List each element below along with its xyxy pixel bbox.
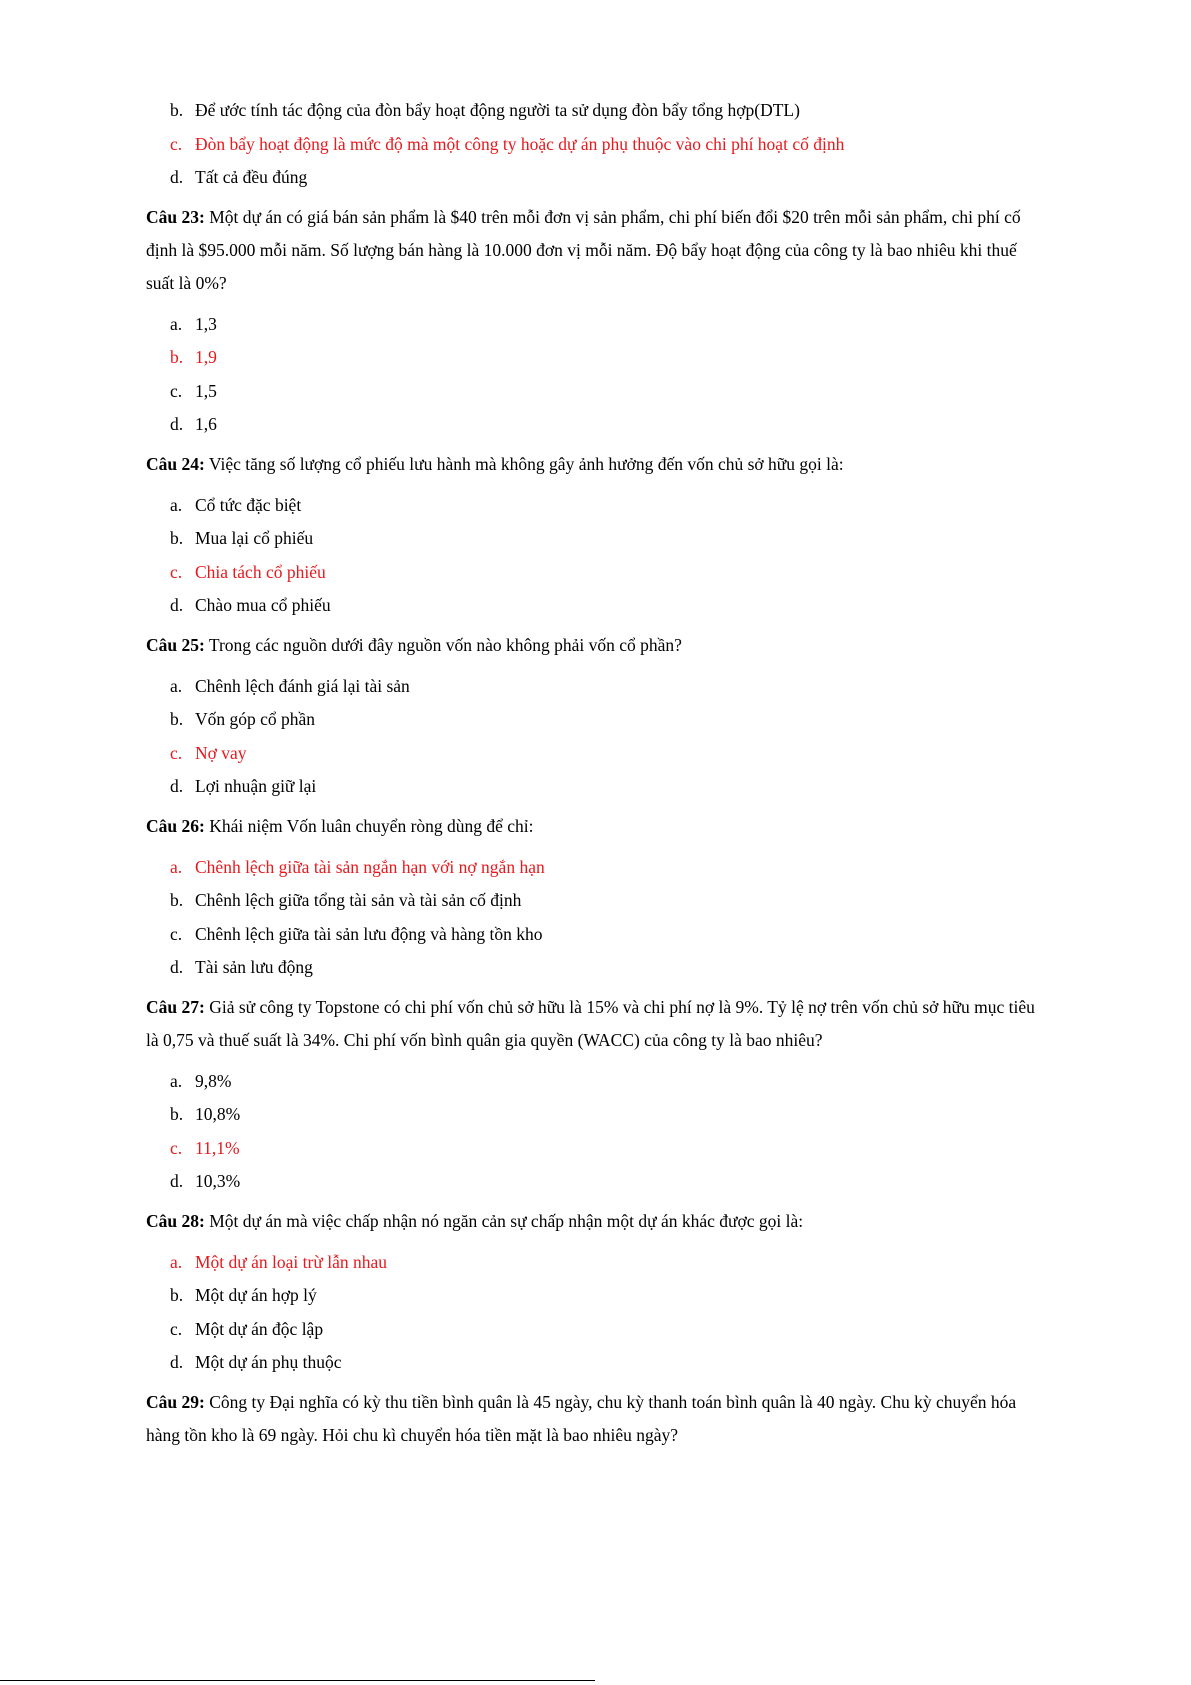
option-text: Chênh lệch giữa tài sản lưu động và hàng tồn kho <box>195 923 543 944</box>
option-text: Một dự án phụ thuộc <box>195 1352 342 1372</box>
option-letter: b. <box>170 709 184 729</box>
option-letter: c. <box>170 923 183 944</box>
option-text: 10,8% <box>195 1104 241 1124</box>
option-text: Một dự án loại trừ lẫn nhau <box>195 1251 387 1272</box>
answer-option <box>170 703 1046 737</box>
option-letter: b. <box>170 890 184 910</box>
option-letter: d. <box>170 414 184 434</box>
answer-option <box>170 489 1046 523</box>
option-letter: a. <box>170 494 183 515</box>
question-text: Một dự án có giá bán sản phẩm là $40 trên mỗi đơn vị sản phẩm, chi phí biến đổi $20 trên mỗi sản phẩm, chi phí cố định là $95.000 mỗi năm. Số lượng bán hàng là 10.000 đơn vị mỗi năm. Độ bẩy hoạt động của công ty là bao nhiêu khi thuế suất là 0%? <box>146 206 1021 293</box>
question-number: Câu 26: <box>146 815 205 836</box>
option-letter: b. <box>170 528 184 548</box>
footer-divider <box>0 1680 595 1681</box>
option-text: 11,1% <box>195 1137 240 1158</box>
option-text: Để ước tính tác động của đòn bẩy hoạt động người ta sử dụng đòn bẩy tổng hợp(DTL) <box>195 100 800 120</box>
option-text: 1,5 <box>195 380 217 401</box>
option-letter: d. <box>170 776 184 796</box>
answer-option <box>170 884 1046 918</box>
option-letter: b. <box>170 100 184 120</box>
question <box>146 810 1046 843</box>
question-text: Trong các nguồn dưới đây nguồn vốn nào không phải vốn cổ phần? <box>208 634 682 655</box>
answer-option <box>170 918 1046 952</box>
answer-option <box>170 1165 1046 1199</box>
option-letter: a. <box>170 856 183 877</box>
question <box>146 448 1046 481</box>
question-number: Câu 23: <box>146 206 205 227</box>
option-text: 10,3% <box>195 1171 241 1191</box>
option-letter: c. <box>170 742 183 763</box>
question-number: Câu 29: <box>146 1391 205 1412</box>
option-text: 1,3 <box>195 313 217 334</box>
option-letter: a. <box>170 1251 183 1272</box>
option-text: Đòn bẩy hoạt động là mức độ mà một công ty hoặc dự án phụ thuộc vào chi phí hoạt cố định <box>195 133 845 154</box>
option-text: Tài sản lưu động <box>195 957 313 977</box>
option-letter: b. <box>170 1285 184 1305</box>
question-text: Khái niệm Vốn luân chuyển ròng dùng để chỉ: <box>209 815 534 836</box>
answer-option <box>170 1065 1046 1099</box>
answer-option-correct <box>170 1132 1046 1166</box>
document-page <box>146 94 1046 1460</box>
answer-option <box>170 308 1046 342</box>
option-text: Chia tách cổ phiếu <box>195 561 326 582</box>
question-text: Giả sử công ty Topstone có chi phí vốn chủ sở hữu là 15% và chi phí nợ là 9%. Tỷ lệ nợ trên vốn chủ sở hữu mục tiêu là 0,75 và thuế suất là 34%. Chi phí vốn bình quân gia quyền (WACC) của công ty là bao nhiêu? <box>146 996 1035 1050</box>
option-text: Mua lại cổ phiếu <box>195 528 314 548</box>
option-letter: d. <box>170 595 184 615</box>
option-text: 9,8% <box>195 1070 232 1091</box>
answer-option <box>170 589 1046 623</box>
question-number: Câu 25: <box>146 634 205 655</box>
answer-option-correct <box>170 556 1046 590</box>
option-letter: a. <box>170 313 183 334</box>
option-text: Chênh lệch giữa tài sản ngắn hạn với nợ ngắn hạn <box>195 856 545 877</box>
option-text: Chênh lệch giữa tổng tài sản và tài sản cố định <box>195 890 522 910</box>
question <box>146 201 1046 300</box>
answer-option-correct <box>170 1246 1046 1280</box>
question <box>146 629 1046 662</box>
option-text: 1,9 <box>195 347 217 367</box>
answer-option <box>170 522 1046 556</box>
answer-option <box>170 408 1046 442</box>
answer-option <box>170 375 1046 409</box>
answer-option <box>170 670 1046 704</box>
option-letter: d. <box>170 1352 184 1372</box>
option-letter: c. <box>170 380 183 401</box>
option-letter: d. <box>170 167 184 187</box>
option-letter: c. <box>170 1137 183 1158</box>
option-letter: d. <box>170 1171 184 1191</box>
answer-option-correct <box>170 341 1046 375</box>
option-text: Vốn góp cổ phần <box>195 709 316 729</box>
answer-option-correct <box>170 128 1046 162</box>
answer-option <box>170 161 1046 195</box>
option-letter: d. <box>170 957 184 977</box>
option-letter: c. <box>170 133 183 154</box>
answer-option <box>170 1098 1046 1132</box>
option-letter: b. <box>170 1104 184 1124</box>
question <box>146 1386 1046 1452</box>
answer-option <box>170 94 1046 128</box>
answer-option <box>170 1346 1046 1380</box>
question-number: Câu 24: <box>146 453 205 474</box>
option-letter: c. <box>170 1318 183 1339</box>
option-letter: a. <box>170 675 183 696</box>
question-text: Công ty Đại nghĩa có kỳ thu tiền bình quân là 45 ngày, chu kỳ thanh toán bình quân là 40 ngày. Chu kỳ chuyển hóa hàng tồn kho là 69 ngày. Hỏi chu kì chuyển hóa tiền mặt là bao nhiêu ngày? <box>146 1391 1017 1445</box>
question-number: Câu 27: <box>146 996 205 1017</box>
option-text: Một dự án hợp lý <box>195 1285 317 1305</box>
question-number: Câu 28: <box>146 1210 205 1231</box>
question-text: Một dự án mà việc chấp nhận nó ngăn cản sự chấp nhận một dự án khác được gọi là: <box>209 1210 804 1231</box>
answer-option-correct <box>170 851 1046 885</box>
answer-option <box>170 951 1046 985</box>
question-text: Việc tăng số lượng cổ phiếu lưu hành mà không gây ảnh hưởng đến vốn chủ sở hữu gọi là: <box>208 453 844 474</box>
answer-option-correct <box>170 737 1046 771</box>
option-text: Lợi nhuận giữ lại <box>195 776 317 796</box>
option-letter: b. <box>170 347 184 367</box>
question <box>146 991 1046 1057</box>
question <box>146 1205 1046 1238</box>
option-text: 1,6 <box>195 414 217 434</box>
answer-option <box>170 1279 1046 1313</box>
option-letter: c. <box>170 561 183 582</box>
option-letter: a. <box>170 1070 183 1091</box>
answer-option <box>170 770 1046 804</box>
option-text: Chênh lệch đánh giá lại tài sản <box>195 675 410 696</box>
option-text: Chào mua cổ phiếu <box>195 595 331 615</box>
option-text: Cổ tức đặc biệt <box>195 494 302 515</box>
option-text: Một dự án độc lập <box>195 1318 324 1339</box>
option-text: Tất cả đều đúng <box>195 167 308 187</box>
answer-option <box>170 1313 1046 1347</box>
option-text: Nợ vay <box>195 742 247 763</box>
